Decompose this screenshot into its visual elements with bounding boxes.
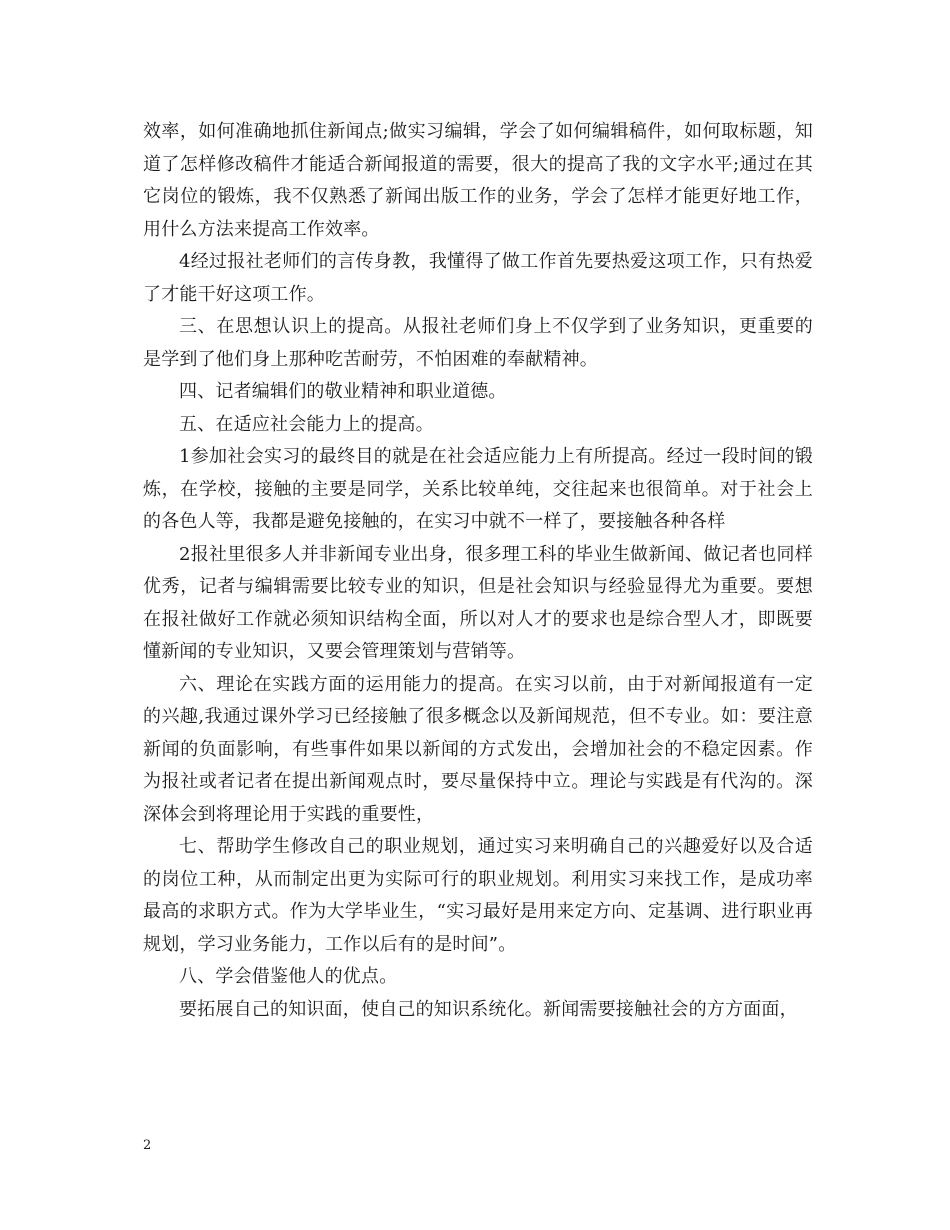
page-number: 2 — [143, 1138, 152, 1153]
paragraph-section-5: 五、在适应社会能力上的提高。 — [179, 413, 434, 435]
paragraph-section-8: 八、学会借鉴他人的优点。 — [179, 966, 398, 987]
paragraph-point-2: 2报社里很多人并非新闻专业出身，很多理工科的毕业生做新闻、做记者也同样优秀，记者与编辑需要比较专业的知识，但是社会知识与经验显得尤为重要。要想在报社做好工作就必须知识结构全面，所以对人才的要求也是综合型人才，即既要懂新闻的专业知识，又要会管理策划与营销等。 — [143, 543, 813, 662]
paragraph-point-4: 4经过报社老师们的言传身教，我懂得了做工作首先要热爱这项工作，只有热爱了才能干好这项工作。 — [143, 251, 813, 305]
paragraph-point-1: 1参加社会实习的最终目的就是在社会适应能力上有所提高。经过一段时间的锻炼，在学校，接触的主要是同学，关系比较单纯，交往起来也很简单。对于社会上的各色人等，我都是避免接触的，在实习中就不一样了，要接触各种各样 — [143, 446, 813, 532]
paragraph-section-3: 三、在思想认识上的提高。从报社老师们身上不仅学到了业务知识，更重要的是学到了他们身上那种吃苦耐劳，不怕困难的奉献精神。 — [143, 316, 813, 370]
document-body — [143, 116, 813, 1026]
paragraph-knowledge: 要拓展自己的知识面，使自己的知识系统化。新闻需要接触社会的方方面面， — [179, 998, 798, 1020]
paragraph-section-4: 四、记者编辑们的敬业精神和职业道德。 — [179, 381, 507, 402]
paragraph-continuation: 效率，如何准确地抓住新闻点;做实习编辑，学会了如何编辑稿件，如何取标题，知道了怎样修改稿件才能适合新闻报道的需要，很大的提高了我的文字水平;通过在其它岗位的锻炼，我不仅熟悉了新闻出版工作的业务，学会了怎样才能更好地工作，用什么方法来提高工作效率。 — [143, 121, 813, 240]
paragraph-section-6: 六、理论在实践方面的运用能力的提高。在实习以前，由于对新闻报道有一定的兴趣,我通过课外学习已经接触了很多概念以及新闻规范，但不专业。如：要注意新闻的负面影响，有些事件如果以新闻的方式发出，会增加社会的不稳定因素。作为报社或者记者在提出新闻观点时，要尽量保持中立。理论与实践是有代沟的。深深体会到将理论用于实践的重要性， — [143, 673, 813, 825]
paragraph-section-7: 七、帮助学生修改自己的职业规划，通过实习来明确自己的兴趣爱好以及合适的岗位工种，从而制定出更为实际可行的职业规划。利用实习来找工作，是成功率最高的求职方式。作为大学毕业生，“实习最好是用来定方向、定基调、进行职业再规划，学习业务能力，工作以后有的是时间”。 — [143, 836, 813, 955]
